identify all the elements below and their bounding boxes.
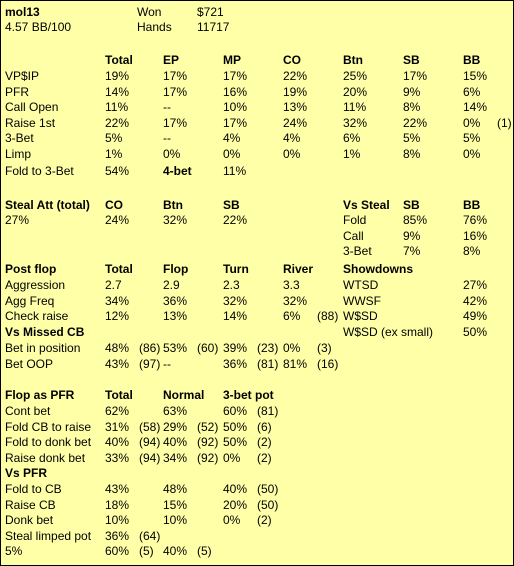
- pfr-flop-cell: 31%: [105, 419, 130, 434]
- postflop-cell: 36%: [163, 293, 188, 308]
- postflop-cell: 2.3: [223, 278, 240, 292]
- pfr-flop-cell: (81): [257, 404, 279, 418]
- preflop-cell: 25%: [343, 69, 368, 83]
- hands-label: Hands: [137, 20, 172, 34]
- preflop-cell: 17%: [223, 115, 248, 130]
- postflop-cell: 12%: [105, 309, 130, 324]
- vs-pfr-cell: (64): [139, 528, 161, 543]
- pfr-flop-label: Fold CB to raise: [5, 419, 92, 434]
- vs-pfr-cell: 60%: [105, 544, 130, 559]
- missed-cb-cell: --: [163, 356, 171, 371]
- pfr-flop-label: Cont bet: [5, 404, 51, 418]
- preflop-cell: 32%: [343, 115, 368, 130]
- vs-pfr-cell: (50): [257, 482, 279, 496]
- preflop-cell: 6%: [463, 84, 481, 99]
- hands-value: 11717: [197, 20, 230, 34]
- postflop-row-label: Agg Freq: [5, 293, 55, 308]
- pfr-flop-cell: 60%: [223, 404, 248, 418]
- vs-pfr-cell: 36%: [105, 528, 130, 543]
- steal-header: CO: [105, 198, 123, 212]
- preflop-row-label: Call Open: [5, 100, 59, 115]
- pfr-flop-header: 3-bet pot: [223, 388, 274, 402]
- pfr-flop-cell: 33%: [105, 450, 130, 465]
- vs-steal-header: SB: [403, 198, 420, 212]
- preflop-header: MP: [223, 53, 241, 67]
- vs-pfr-cell: 40%: [163, 544, 188, 559]
- missed-cb-label: Bet in position: [5, 341, 81, 355]
- pfr-flop-cell: 34%: [163, 450, 188, 465]
- fold-to-3bet-label: Fold to 3-Bet: [5, 164, 74, 178]
- steal-value: 24%: [105, 213, 130, 227]
- postflop-header: Total: [105, 262, 133, 276]
- postflop-cell: 32%: [283, 293, 308, 308]
- preflop-row-label: PFR: [5, 84, 29, 99]
- preflop-cell: 5%: [403, 131, 421, 146]
- preflop-cell: 1%: [343, 147, 361, 161]
- showdown-label: WTSD: [343, 278, 379, 292]
- preflop-cell: 16%: [223, 84, 248, 99]
- vs-pfr-header: Vs PFR: [5, 466, 48, 480]
- preflop-cell: 24%: [283, 115, 308, 130]
- pfr-flop-cell: (94): [139, 435, 161, 450]
- preflop-row-label: VP$IP: [5, 69, 40, 83]
- pfr-flop-cell: (6): [257, 419, 272, 434]
- vs-pfr-cell: 10%: [163, 513, 188, 528]
- missed-cb-cell: (3): [317, 341, 332, 355]
- preflop-cell: 0%: [463, 147, 481, 161]
- vs-steal-bb: 8%: [463, 244, 481, 259]
- preflop-cell: 14%: [105, 84, 130, 99]
- postflop-cell: 2.9: [163, 278, 180, 292]
- showdown-label: WWSF: [343, 293, 381, 308]
- pfr-flop-cell: (92): [197, 450, 219, 465]
- postflop-cell: 3.3: [283, 278, 300, 292]
- steal-value: 27%: [5, 213, 30, 227]
- pfr-flop-cell: (58): [139, 419, 161, 434]
- postflop-row-label: Check raise: [5, 309, 69, 324]
- steal-value: 22%: [223, 213, 248, 227]
- preflop-cell: 5%: [463, 131, 481, 146]
- preflop-header: EP: [163, 53, 180, 67]
- vs-pfr-label: Raise CB: [5, 497, 56, 512]
- pfr-flop-cell: (92): [197, 435, 219, 450]
- vs-pfr-cell: 40%: [223, 482, 248, 496]
- postflop-row-label: Aggression: [5, 278, 66, 292]
- bb-per-100: 4.57 BB/100: [5, 20, 72, 34]
- pfr-flop-cell: 50%: [223, 419, 248, 434]
- vs-pfr-label: Fold to CB: [5, 482, 62, 496]
- vs-pfr-cell: (50): [257, 497, 279, 512]
- preflop-cell-count: (1): [497, 115, 512, 130]
- pfr-flop-cell: 40%: [105, 435, 130, 450]
- pfr-flop-cell: 40%: [163, 435, 188, 450]
- preflop-cell: 20%: [343, 84, 368, 99]
- preflop-cell: --: [163, 131, 171, 146]
- preflop-cell: 17%: [223, 69, 248, 83]
- preflop-cell: 4%: [283, 131, 301, 146]
- preflop-row-label: Limp: [5, 147, 32, 161]
- preflop-cell: 11%: [343, 100, 367, 115]
- preflop-row-label: Raise 1st: [5, 115, 56, 130]
- preflop-cell: 15%: [463, 69, 488, 83]
- steal-value: 32%: [163, 213, 188, 227]
- preflop-cell: 0%: [283, 147, 301, 161]
- preflop-cell: 6%: [343, 131, 361, 146]
- postflop-cell: 13%: [163, 309, 188, 324]
- postflop-cell: 32%: [223, 293, 248, 308]
- missed-cb-cell: (97): [139, 356, 161, 371]
- pfr-flop-cell: (94): [139, 450, 161, 465]
- missed-cb-cell: (16): [317, 356, 339, 371]
- postflop-header: River: [283, 262, 314, 276]
- pfr-flop-header: Normal: [163, 388, 205, 402]
- pfr-flop-label: Raise donk bet: [5, 450, 86, 465]
- pfr-flop-header: Flop as PFR: [5, 388, 75, 402]
- pfr-flop-cell: (2): [257, 435, 272, 450]
- steal-header: Steal Att (total): [5, 198, 90, 212]
- pfr-flop-cell: 50%: [223, 435, 248, 450]
- missed-cb-cell: (81): [257, 356, 279, 371]
- fold-to-3bet-value: 54%: [105, 164, 130, 178]
- postflop-header: Post flop: [5, 262, 57, 276]
- vs-steal-bb: 76%: [463, 213, 488, 227]
- preflop-cell: 19%: [105, 69, 130, 83]
- vs-steal-sb: 7%: [403, 244, 421, 259]
- missed-cb-cell: 43%: [105, 356, 130, 371]
- vs-steal-sb: 9%: [403, 228, 421, 243]
- preflop-cell: 8%: [403, 147, 421, 161]
- vs-pfr-cell: (2): [257, 513, 272, 528]
- pfr-flop-cell: 63%: [163, 404, 188, 418]
- preflop-cell: 4%: [223, 131, 241, 146]
- won-label: Won: [137, 5, 162, 19]
- missed-cb-cell: 39%: [223, 341, 248, 355]
- pfr-flop-cell: (2): [257, 450, 272, 465]
- preflop-cell: 1%: [105, 147, 123, 161]
- preflop-cell: 22%: [105, 115, 130, 130]
- preflop-header: SB: [403, 53, 420, 67]
- vs-pfr-cell: 15%: [163, 497, 188, 512]
- vs-steal-label: 3-Bet: [343, 244, 372, 259]
- preflop-cell: --: [163, 100, 171, 115]
- vs-pfr-cell: 0%: [223, 513, 241, 528]
- postflop-cell: 2.7: [105, 278, 122, 292]
- preflop-header: BB: [463, 53, 481, 67]
- pfr-flop-header: Total: [105, 388, 133, 402]
- missed-cb-cell: 53%: [163, 341, 188, 355]
- vs-steal-sb: 85%: [403, 213, 428, 227]
- fourbet-label: 4-bet: [163, 164, 192, 178]
- steal-header: Btn: [163, 198, 183, 212]
- missed-cb-cell: 36%: [223, 356, 248, 371]
- pfr-flop-cell: 29%: [163, 419, 188, 434]
- vs-steal-header: BB: [463, 198, 481, 212]
- preflop-cell: 14%: [463, 100, 488, 115]
- showdown-value: 42%: [463, 293, 488, 308]
- showdown-value: 49%: [463, 309, 488, 324]
- vs-pfr-cell: 48%: [163, 482, 188, 496]
- preflop-cell: 17%: [163, 84, 188, 99]
- preflop-cell: 10%: [223, 100, 248, 115]
- preflop-cell: 0%: [163, 147, 181, 161]
- preflop-cell: 9%: [403, 84, 421, 99]
- missed-cb-cell: (60): [197, 341, 219, 355]
- preflop-header: Btn: [343, 53, 363, 67]
- preflop-header: Total: [105, 53, 133, 67]
- preflop-cell: 0%: [223, 147, 241, 161]
- preflop-cell: 22%: [283, 69, 308, 83]
- showdown-value: 27%: [463, 278, 488, 292]
- preflop-cell: 17%: [163, 115, 188, 130]
- preflop-cell: 22%: [403, 115, 428, 130]
- showdown-label: W$SD (ex small): [343, 324, 434, 339]
- missed-cb-cell: (86): [139, 341, 161, 355]
- missed-cb-cell: 81%: [283, 356, 308, 371]
- player-name: mol13: [5, 5, 40, 19]
- vs-pfr-cell: (5): [197, 544, 212, 559]
- vs-pfr-cell: 10%: [105, 513, 130, 528]
- missed-cb-label: Bet OOP: [5, 356, 54, 371]
- preflop-cell: 19%: [283, 84, 308, 99]
- vs-pfr-label: Donk bet: [5, 513, 54, 528]
- vs-steal-label: Call: [343, 228, 364, 243]
- vs-steal-bb: 16%: [463, 228, 488, 243]
- preflop-cell: 17%: [163, 69, 188, 83]
- missed-cb-cell: 0%: [283, 341, 301, 355]
- showdown-label: W$SD: [343, 309, 378, 324]
- steal-header: SB: [223, 198, 240, 212]
- preflop-row-label: 3-Bet: [5, 131, 34, 146]
- vs-steal-header: Vs Steal: [343, 198, 390, 212]
- fourbet-value: 11%: [223, 164, 247, 178]
- missed-cb-cell: (23): [257, 341, 279, 355]
- postflop-cell: (88): [317, 309, 339, 324]
- showdown-value: 50%: [463, 324, 488, 339]
- pfr-flop-cell: 0%: [223, 450, 241, 465]
- postflop-header: Turn: [223, 262, 249, 276]
- preflop-cell: 8%: [403, 100, 421, 115]
- vs-pfr-cell: 20%: [223, 497, 248, 512]
- showdowns-header: Showdowns: [343, 262, 413, 276]
- preflop-cell: 11%: [105, 100, 129, 115]
- postflop-header: Flop: [163, 262, 189, 276]
- postflop-cell: 6%: [283, 309, 301, 324]
- preflop-cell: 5%: [105, 131, 123, 146]
- preflop-cell: 17%: [403, 69, 428, 83]
- pfr-flop-cell: 62%: [105, 404, 130, 418]
- postflop-cell: 14%: [223, 309, 248, 324]
- won-value: $721: [197, 5, 224, 19]
- vs-pfr-label: 5%: [5, 544, 23, 559]
- preflop-header: CO: [283, 53, 301, 67]
- pfr-flop-label: Fold to donk bet: [5, 435, 92, 450]
- preflop-cell: 0%: [463, 115, 481, 130]
- vs-pfr-cell: (5): [139, 544, 154, 559]
- postflop-cell: 34%: [105, 293, 130, 308]
- vs-pfr-cell: 18%: [105, 497, 130, 512]
- vs-steal-label: Fold: [343, 213, 367, 227]
- missed-cb-cell: 48%: [105, 341, 130, 355]
- vs-pfr-cell: 43%: [105, 482, 130, 496]
- preflop-cell: 13%: [283, 100, 308, 115]
- missed-cb-header: Vs Missed CB: [5, 325, 85, 339]
- vs-pfr-label: Steal limped pot: [5, 528, 92, 543]
- pfr-flop-cell: (52): [197, 419, 219, 434]
